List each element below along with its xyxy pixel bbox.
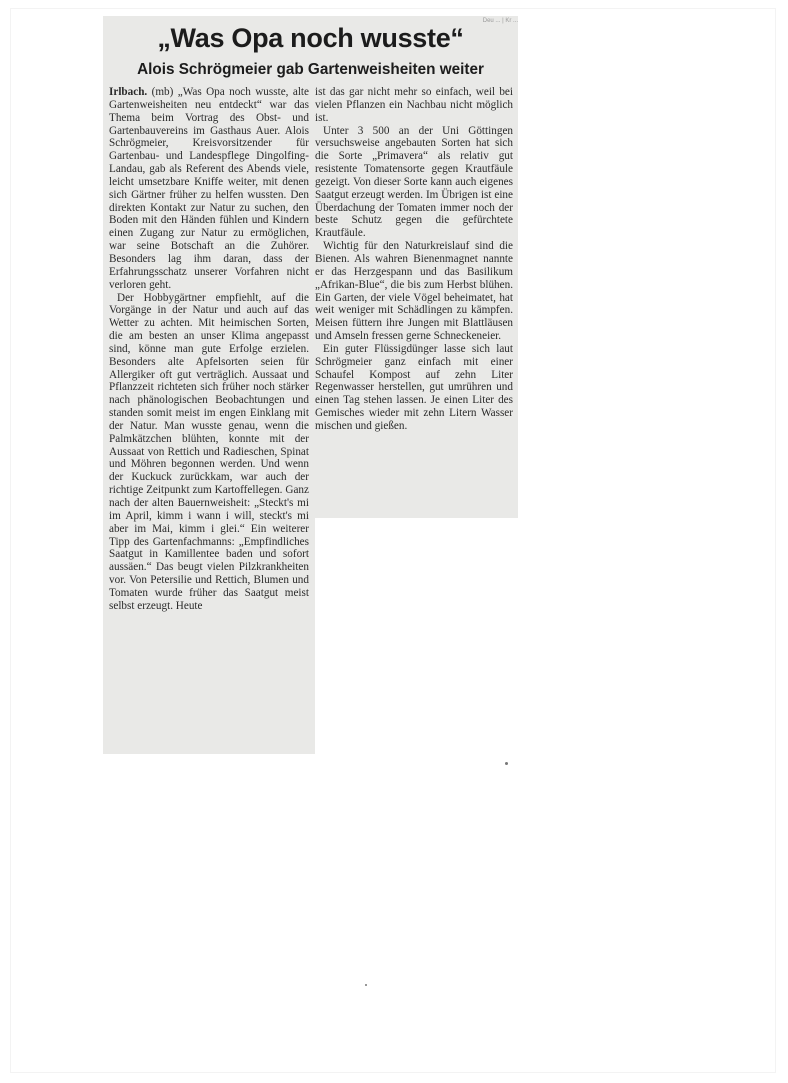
paragraph: Der Hobbygärtner empfiehlt, auf die Vorgänge in der Natur und auch auf das Wetter zu achten. Mit heimischen Sorten, die am besten an unser Klima angepasst sind, könne man gute Erfolge erzielen. Besonders alte Apfelsorten seien für Allergiker oft gut verträglich. Aussaat und Pflanzzeit richteten sich früher noch stärker nach phänologischen Beobachtungen und standen somit meist im engen Einklang mit der Natur. Man wusste genau, wenn die Palmkätzchen blühten, konnte mit der Aussaat von Rettich und Radieschen, Spinat und Möhren begonnen werden. Und wenn der Kuckuck zurückkam, war auch der richtige Zeitpunkt zum Kartoffellegen. Ganz nach der alten Bauernweisheit: „Steckt's mi im April, kimm i wann i will, steckt's mi aber im Mai, kimm i glei.“ Ein weiterer Tipp des Gartenfachmanns: „Empfindliches Saatgut in Kamillentee baden und sofort aussäen.“ Das beugt vielen Pilzkrankheiten vor. Von Petersilie und Rettich, Blumen und Tomaten wurde früher das Saatgut meist selbst erzeugt. Heute [109, 291, 309, 612]
header-fragment: Deu ... | Kr ... [482, 18, 518, 24]
subheadline: Alois Schrögmeier gab Gartenweisheiten weiter [137, 61, 484, 78]
article-column-1 [109, 86, 309, 613]
paragraph: Wichtig für den Naturkreislauf sind die Bienen. Als wahren Bienenmagnet nannte er das Herzgespann und das Basilikum „Afrikan-Blue“, die bis zum Herbst blühen. Ein Garten, der viele Vögel beheimatet, hat weit weniger mit Schädlingen zu kämpfen. Meisen füttern ihre Jungen mit Blattläusen und Amseln fressen gerne Schneckeneier. [315, 240, 513, 343]
headline: „Was Opa noch wusste“ [157, 23, 464, 53]
scan-speck [365, 984, 367, 986]
paragraph: ist das gar nicht mehr so einfach, weil bei vielen Pflanzen ein Nachbau nicht möglich ist. [315, 86, 513, 124]
dateline: Irlbach. [109, 86, 148, 98]
paragraph: Unter 3 500 an der Uni Göttingen versuchsweise angebauten Sorten hat sich die Sorte „Primavera“ als relativ gut resistente Tomatensorte gegen Krautfäule gezeigt. Von dieser Sorte kann auch eigenes Saatgut erzeugt werden. Im Übrigen ist eine Überdachung der Tomaten immer noch der beste Schutz gegen die gefürchtete Krautfäule. [315, 124, 513, 240]
article-column-2 [315, 86, 513, 433]
scan-speck [505, 762, 508, 765]
paragraph [109, 86, 309, 292]
paragraph-text: (mb) „Was Opa noch wusste, alte Gartenweisheiten neu entdeckt“ war das Thema beim Vortrag des Obst- und Gartenbauvereins im Gasthaus Auer. Alois Schrögmeier, Kreisvorsitzender für Gartenbau- und Landespflege Dingolfing-Landau, gab als Referent des Abends viele, leicht umsetzbare Kniffe weiter, mit denen sich Gärtner früher zu helfen wussten. Den direkten Kontakt zur Natur zu suchen, den Boden mit den Händen fühlen und Kindern einen Zugang zur Natur zu ermöglichen, war seine Botschaft an die Zuhörer. Besonders lag ihm daran, dass der Erfahrungsschatz unserer Vorfahren nicht verloren geht. [109, 86, 310, 291]
paragraph: Ein guter Flüssigdünger lasse sich laut Schrögmeier ganz einfach mit einer Schaufel Kompost auf zehn Liter Regenwasser herstellen, gut umrühren und einen Tag stehen lassen. Je einen Liter des Gemisches wieder mit zehn Litern Wasser mischen und gießen. [315, 342, 513, 432]
